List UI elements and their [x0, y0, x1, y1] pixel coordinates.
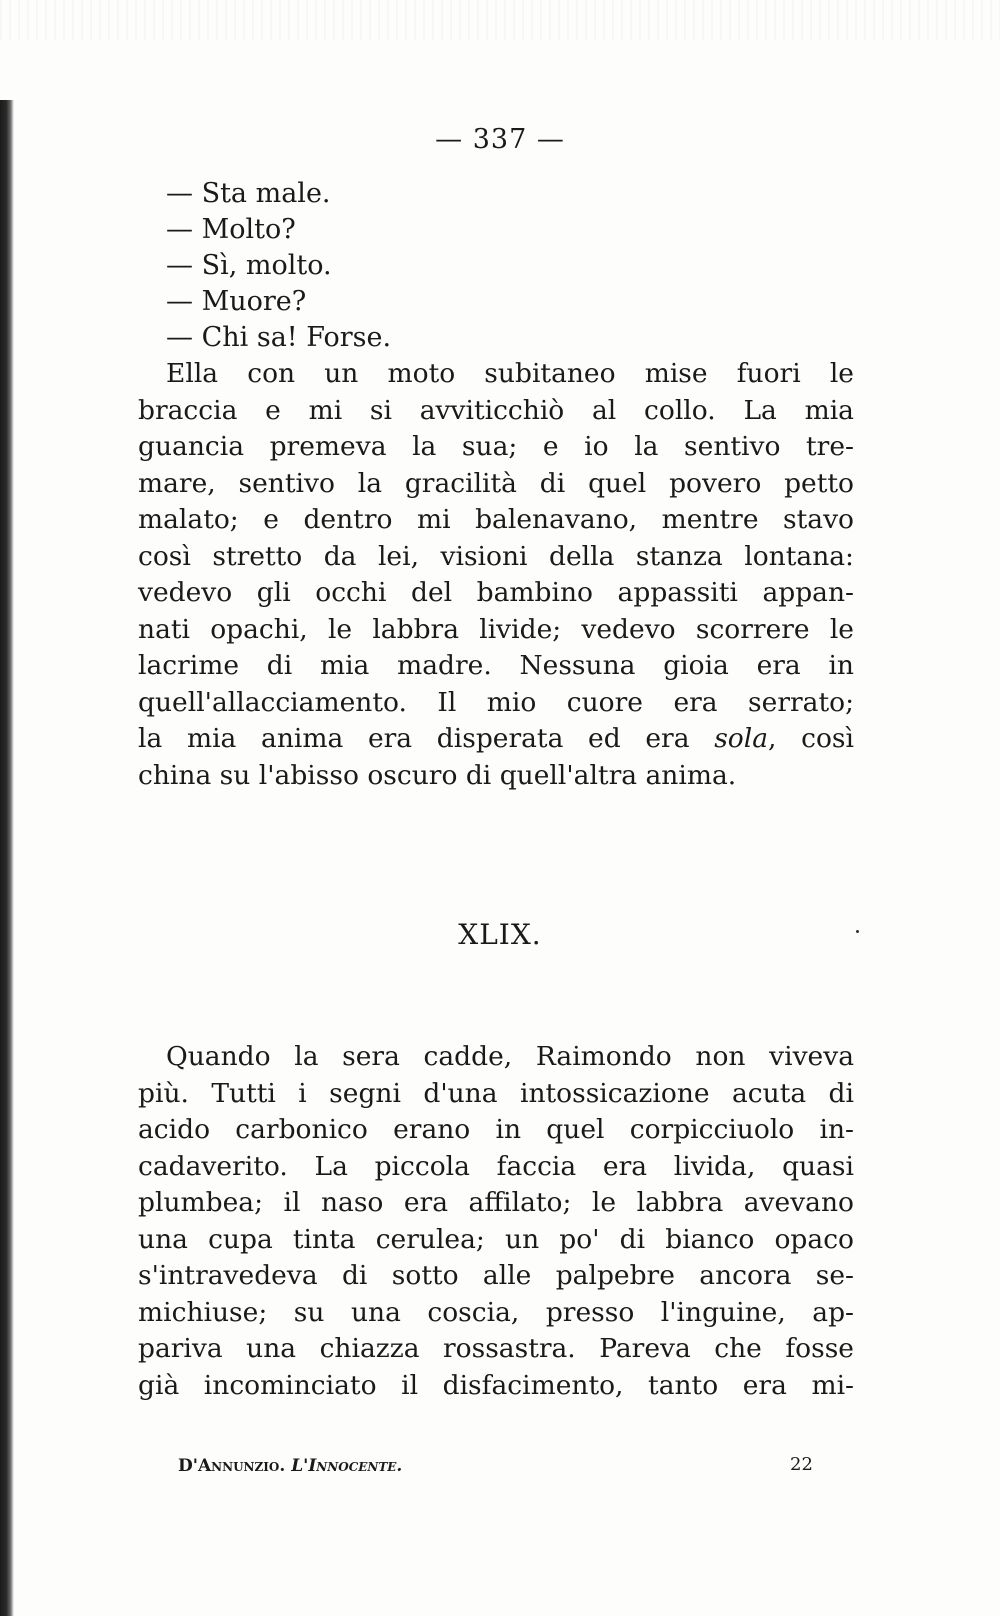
text-line: vedevo gli occhi del bambino appassiti appan- — [138, 577, 854, 608]
dialogue-line: — Sta male. — [166, 178, 331, 209]
text-line: s'intravedeva di sotto alle palpebre ancora se- — [138, 1260, 854, 1291]
dialogue-line: — Molto? — [166, 214, 296, 245]
text-line: malato; e dentro mi balenavano, mentre stavo — [138, 504, 854, 535]
text-line: plumbea; il naso era affilato; le labbra avevano — [138, 1187, 854, 1218]
page-edge-texture — [0, 0, 1000, 40]
text-line: china su l'abisso oscuro di quell'altra anima. — [138, 759, 737, 791]
text-segment: la mia anima era disperata ed era — [138, 723, 715, 754]
text-line: mare, sentivo la gracilità di quel povero petto — [138, 467, 854, 499]
text-line: già incominciato il disfacimento, tanto era mi- — [138, 1369, 854, 1401]
text-line-with-italic — [138, 721, 854, 758]
text-line: Ella con un moto subitaneo mise fuori le — [166, 358, 854, 389]
text-line: lacrime di mia madre. Nessuna gioia era in — [138, 650, 854, 681]
dialogue-line: — Chi sa! Forse. — [166, 322, 392, 353]
text-segment: , così — [768, 723, 854, 754]
text-line: più. Tutti i segni d'una intossicazione acuta di — [138, 1077, 854, 1109]
text-line: michiuse; su una coscia, presso l'inguine, ap- — [138, 1296, 854, 1328]
text-line: guancia premeva la sua; e io la sentivo tre- — [138, 431, 854, 462]
page-number: — 337 — — [435, 124, 565, 155]
footer-author: D'Annunzio. — [178, 1456, 286, 1476]
ink-speck — [856, 930, 859, 933]
text-line: quell'allacciamento. Il mio cuore era serrato; — [138, 686, 854, 718]
text-line: Quando la sera cadde, Raimondo non viveva — [166, 1041, 854, 1072]
paragraph-2 — [138, 1039, 854, 1404]
footer-signature-number: 22 — [790, 1454, 813, 1475]
text-line: una cupa tinta cerulea; un po' di bianco opaco — [138, 1223, 854, 1255]
text-line: acido carbonico erano in quel corpicciuolo in- — [138, 1114, 854, 1145]
dialogue-block — [166, 176, 391, 356]
text-line: così stretto da lei, visioni della stanza lontana: — [138, 540, 854, 572]
dialogue-line: — Sì, molto. — [166, 250, 332, 281]
binding-shadow — [0, 100, 14, 1616]
paragraph-1 — [138, 356, 854, 794]
italic-word: sola — [714, 723, 769, 754]
chapter-heading: XLIX. — [458, 918, 542, 951]
text-line: pariva una chiazza rossastra. Pareva che fosse — [138, 1333, 854, 1364]
text-line: braccia e mi si avviticchiò al collo. La mia — [138, 394, 854, 426]
text-line: nati opachi, le labbra livide; vedevo scorrere le — [138, 613, 854, 645]
text-line: cadaverito. La piccola faccia era livida, quasi — [138, 1150, 854, 1182]
footer-signature-line — [178, 1456, 402, 1476]
dialogue-line: — Muore? — [166, 286, 307, 317]
footer-title: L'Innocente. — [291, 1456, 403, 1476]
